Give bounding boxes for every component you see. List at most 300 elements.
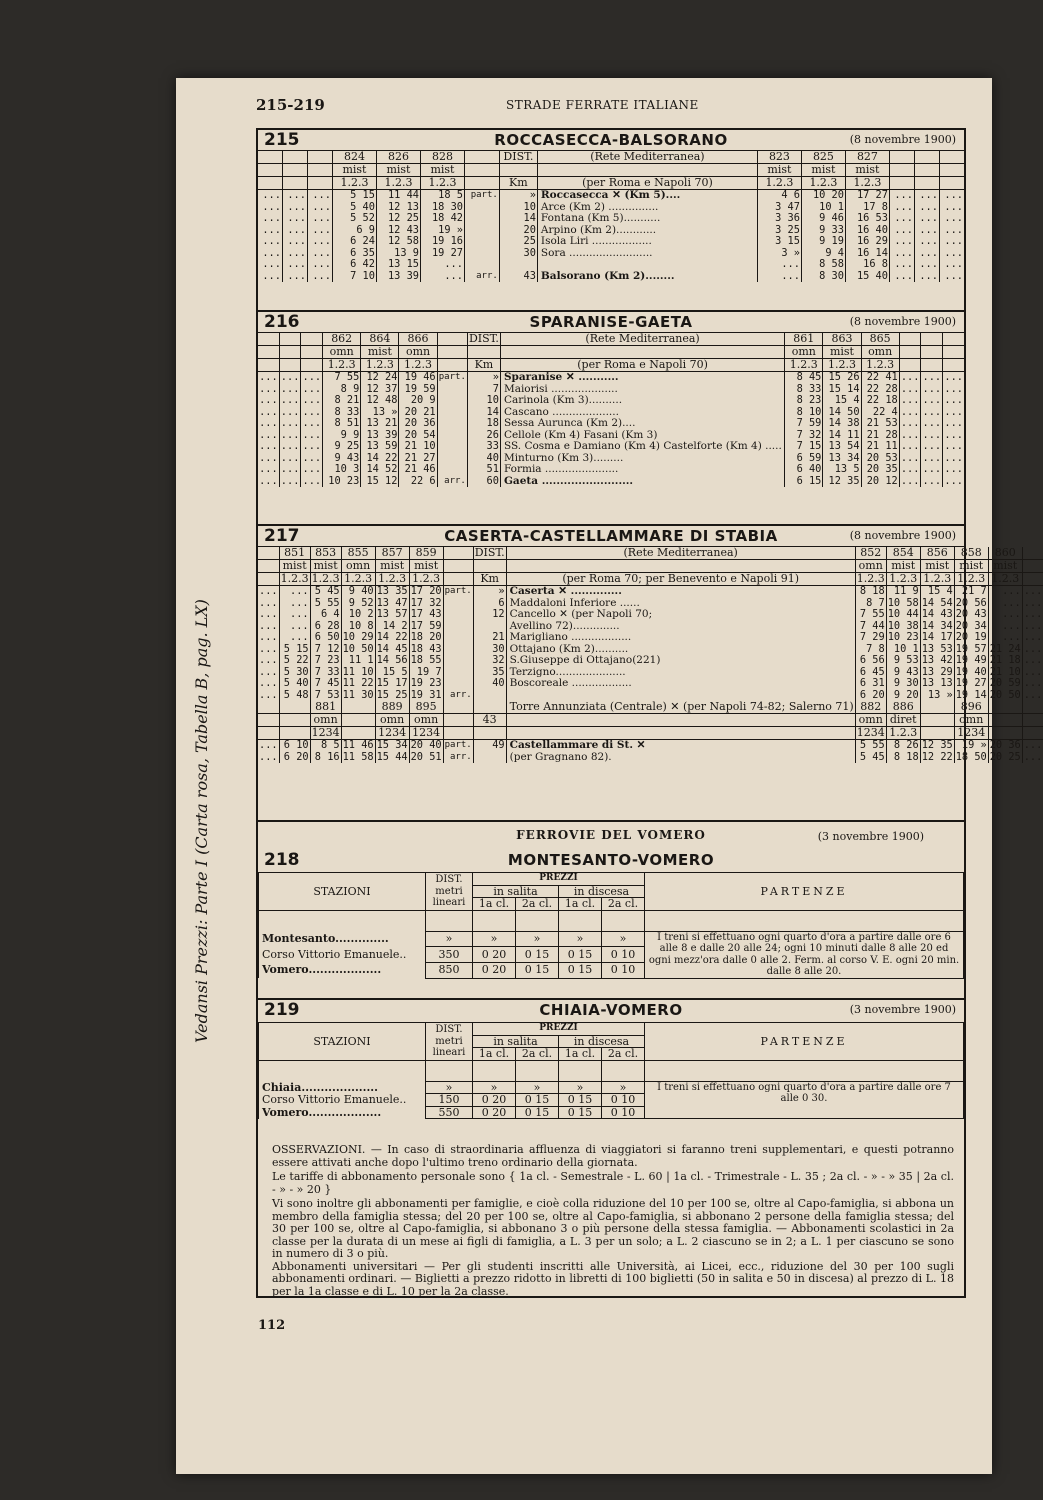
empty-cell	[939, 164, 964, 177]
empty-cell: ...	[1023, 677, 1043, 689]
side-text: Vedansi Prezzi: Parte I (Carta rosa, Tabella B, pag. LX)	[192, 599, 211, 1043]
train-header	[920, 701, 954, 714]
empty-cell: ...	[889, 259, 914, 271]
empty-cell: ...	[280, 371, 300, 383]
station-name: Fontana (Km 5)...........	[537, 213, 757, 225]
time-cell: 9 25	[323, 441, 361, 453]
train-header: 1.2.3	[988, 573, 1022, 586]
time-cell: 13 47	[376, 596, 408, 609]
empty-cell: ...	[1023, 585, 1043, 597]
time-cell: 7 53	[310, 690, 341, 702]
station-name: Arce (Km 2) ...............	[537, 202, 757, 214]
time-cell: 21 53	[861, 418, 899, 430]
time-cell: 15 25	[376, 688, 408, 701]
timetable-frame	[256, 128, 1043, 1298]
time-cell: 9 43	[886, 667, 920, 679]
direction-cell	[437, 453, 467, 465]
train-header: 1234	[856, 726, 885, 739]
train-header: 866	[399, 333, 437, 346]
dist-cell: 350	[426, 947, 473, 963]
empty-cell	[258, 164, 282, 177]
time-cell: 15 14	[823, 384, 861, 396]
time-cell: 10 1	[886, 644, 920, 656]
time-cell: 14 50	[823, 407, 861, 419]
station-name: Cellole (Km 4) Fasani (Km 3)	[500, 430, 784, 442]
train-header: mist	[375, 560, 409, 573]
price-cell: 0 15	[516, 1094, 559, 1107]
empty-cell: ...	[259, 474, 278, 487]
time-cell: 13 »	[920, 690, 954, 702]
time-cell: 10 38	[887, 619, 919, 632]
partenze-text: I treni si effettuano ogni quarto d'ora a partire dalle ore 7 alle 0 30.	[645, 1081, 964, 1119]
time-cell: 20 53	[861, 453, 899, 465]
station-name: SS. Cosma e Damiano (Km 4) Castelforte (Km 4) .....	[500, 441, 784, 453]
empty-cell: ...	[900, 382, 920, 395]
km-cell: 14	[467, 407, 500, 419]
train-header	[341, 714, 375, 727]
section-title: CASERTA-CASTELLAMMARE DI STABIA	[444, 527, 778, 545]
km-cell: 51	[467, 464, 500, 476]
time-cell: 20 50	[989, 688, 1021, 701]
time-cell: 5 22	[279, 655, 310, 667]
km-cell: 7	[467, 384, 500, 396]
time-cell: 18 30	[420, 202, 464, 214]
train-header: mist	[409, 560, 443, 573]
empty-cell: ...	[302, 474, 322, 487]
empty-cell	[1022, 560, 1043, 573]
time-cell: 11 9	[886, 586, 920, 598]
empty-cell: ...	[1023, 654, 1043, 666]
empty-cell	[279, 701, 310, 714]
table-row	[258, 586, 1043, 598]
km-cell: »	[467, 372, 500, 384]
time-cell: 16 40	[845, 225, 889, 237]
empty-cell: ...	[307, 259, 332, 271]
direction-cell: part.	[438, 372, 466, 382]
time-cell: 19 »	[420, 225, 464, 237]
section-title: ROCCASECCA-BALSORANO	[494, 131, 728, 149]
salita-header: in salita	[473, 885, 559, 898]
class-header: 1a cl.	[473, 898, 516, 911]
price-cell: 0 15	[516, 947, 559, 963]
station-header: (per Roma e Napoli 70)	[500, 359, 784, 372]
station-name: Sora .........................	[537, 248, 757, 260]
time-cell: 8 33	[323, 407, 361, 419]
header-row	[258, 346, 964, 359]
header-row	[258, 547, 1043, 560]
direction-cell: arr.	[443, 690, 473, 702]
empty-cell: ...	[280, 451, 300, 464]
train-header: 1.2.3	[886, 727, 920, 740]
empty-cell	[258, 560, 279, 573]
train-header: 895	[409, 701, 443, 714]
time-cell: 9 19	[801, 236, 845, 248]
time-cell: ...	[988, 632, 1022, 644]
time-cell: 11 22	[342, 677, 374, 689]
empty-cell: ...	[259, 371, 278, 383]
train-header: omn	[861, 346, 899, 359]
empty-cell: ...	[302, 440, 322, 452]
train-header: 881	[310, 701, 341, 714]
time-cell: 12 25	[376, 213, 420, 225]
time-cell: 4 6	[757, 190, 801, 202]
table-row	[258, 372, 964, 384]
table-row	[258, 271, 964, 283]
empty-cell: ...	[914, 259, 939, 271]
station-name: Terzigno.....................	[506, 667, 855, 679]
empty-cell: ...	[259, 417, 278, 429]
time-cell: 19 57	[955, 642, 987, 655]
time-cell: 12 24	[361, 372, 399, 384]
train-header: mist	[823, 346, 861, 359]
section-217	[258, 524, 1043, 763]
train-header: mist	[845, 164, 889, 177]
station-name: Torre Annunziata (Centrale) ✕ (per Napoli 74-82; Salerno 71)	[506, 701, 855, 714]
empty-cell: ...	[282, 213, 307, 225]
line-header	[258, 1000, 964, 1022]
empty-cell	[258, 727, 279, 740]
time-cell: 14 52	[361, 464, 399, 476]
class-header: 2a cl.	[516, 898, 559, 911]
prezzi-header: PREZZI	[473, 1023, 645, 1036]
stazioni-header: STAZIONI	[259, 873, 426, 911]
empty-cell: ...	[259, 405, 278, 418]
empty-cell: ...	[262, 200, 281, 213]
time-cell: ...	[279, 586, 310, 598]
empty-cell	[258, 151, 282, 164]
train-header: 1234	[375, 727, 409, 740]
header-row	[258, 701, 1043, 714]
train-header: 852	[855, 547, 886, 560]
direction-cell: arr.	[464, 271, 499, 283]
section-number: 216	[264, 312, 300, 332]
train-header: 1.2.3	[954, 573, 988, 586]
empty-cell: ...	[900, 428, 920, 441]
time-cell: 13 5	[823, 464, 861, 476]
price-cell: 0 15	[559, 1094, 602, 1107]
line-title: MONTESANTO-VOMERO	[507, 851, 715, 869]
section-header	[258, 526, 964, 547]
direction-cell	[437, 441, 467, 453]
time-cell: 16 29	[845, 236, 889, 248]
direction-cell	[437, 407, 467, 419]
empty-cell	[258, 701, 279, 714]
time-cell: 7 12	[310, 644, 341, 656]
time-cell: 19 31	[410, 688, 442, 701]
train-header: omn	[785, 346, 823, 359]
train-header: 1234	[954, 727, 988, 740]
direction-cell	[437, 430, 467, 442]
time-cell: 9 43	[323, 453, 361, 465]
price-cell: »	[559, 1081, 602, 1094]
empty-cell: ...	[280, 417, 300, 429]
time-cell: 13 13	[921, 677, 953, 689]
empty-cell: ...	[302, 428, 322, 441]
obs-p4: Abbonamenti universitari — Per gli studenti inscritti alle Università, ai Licei, ecc., riduzione del 30 per 100 sugli abbonamenti ordinari. — Biglietti a prezzo ridotto in libretti di 100 biglietti (50 in salita e 50 in discesa) al prezzo di L. 18 per la 1a classe e di L. 10 per la 2a classe.	[272, 1259, 954, 1298]
empty-cell	[899, 346, 921, 359]
empty-cell: ...	[282, 259, 307, 271]
km-cell: 30	[499, 248, 537, 260]
time-cell: 14 17	[921, 631, 953, 643]
side-note	[192, 416, 222, 1226]
train-header: mist	[279, 560, 310, 573]
empty-cell: ...	[939, 190, 964, 202]
train-header: 858	[954, 547, 988, 560]
arr-header	[437, 333, 467, 346]
section-216	[258, 310, 964, 487]
class-header: 1a cl.	[559, 1048, 602, 1061]
time-cell: 7 59	[785, 418, 823, 430]
train-header: 1.2.3	[801, 177, 845, 190]
direction-cell	[437, 418, 467, 430]
empty-cell: ...	[302, 417, 322, 429]
time-cell: 9 4	[801, 248, 845, 260]
time-cell: 5 45	[310, 586, 341, 598]
direction-cell: part.	[444, 586, 472, 596]
empty-cell: ...	[259, 631, 278, 643]
direction-cell	[443, 644, 473, 656]
time-cell: 20 43	[955, 608, 987, 620]
train-header: diret	[886, 714, 920, 727]
obs-p1: OSSERVAZIONI. — In caso di straordinaria affluenza di viaggiatori si faranno treni supplementari, e questi potranno essere attivati anche dopo l'ultimo treno ordinario della giornata.	[272, 1143, 954, 1169]
time-cell: 18 5	[420, 190, 464, 202]
empty-cell: ...	[1023, 665, 1043, 678]
train-header: 889	[375, 701, 409, 714]
train-header: 825	[801, 151, 845, 164]
time-cell: 17 43	[410, 608, 442, 620]
stazioni-header: STAZIONI	[259, 1023, 426, 1061]
empty-cell	[889, 151, 914, 164]
station-name	[506, 727, 855, 740]
empty-cell: ...	[302, 463, 322, 475]
station-name: Gaeta .........................	[500, 476, 784, 488]
station-name: Chiaia....................	[259, 1081, 426, 1094]
time-cell: 22 6	[399, 476, 437, 488]
empty-cell: ...	[259, 394, 278, 406]
train-header: 826	[376, 151, 420, 164]
time-cell: 20 34	[955, 619, 987, 632]
empty-cell: ...	[900, 394, 920, 406]
empty-cell: ...	[262, 269, 281, 282]
train-header: mist	[376, 164, 420, 177]
time-cell: 5 40	[332, 202, 376, 214]
station-name: Formia ......................	[500, 464, 784, 476]
train-header: mist	[361, 346, 399, 359]
time-cell: 11 30	[342, 688, 374, 701]
station-name: Caserta ✕ ..............	[506, 586, 855, 598]
train-header: 823	[757, 151, 801, 164]
km-cell	[473, 690, 506, 702]
empty-cell	[943, 333, 964, 346]
empty-cell: ...	[922, 451, 942, 464]
direction-cell	[437, 464, 467, 476]
direction-cell	[464, 259, 499, 271]
station-name: Arpino (Km 2)............	[537, 225, 757, 237]
train-header: 859	[409, 547, 443, 560]
section-date: (8 novembre 1900)	[849, 133, 956, 146]
time-cell: 19 40	[955, 665, 987, 678]
empty-cell: ...	[889, 190, 914, 202]
empty-cell: ...	[922, 463, 942, 475]
station-name: Sparanise ✕ ...........	[500, 372, 784, 384]
time-cell: 8 21	[323, 395, 361, 407]
table-row	[258, 632, 1043, 644]
observations	[272, 1144, 954, 1298]
train-header: 1.2.3	[332, 177, 376, 190]
section-number: 217	[264, 526, 300, 546]
km-cell: 10	[467, 395, 500, 407]
km-header: DIST.	[468, 332, 499, 345]
empty-cell	[258, 714, 279, 727]
time-cell: 12 22	[921, 750, 953, 763]
time-cell: 14 38	[823, 418, 861, 430]
empty-cell: ...	[939, 202, 964, 214]
time-cell: 16 53	[845, 213, 889, 225]
time-cell: 10 8	[341, 621, 375, 633]
empty-cell	[988, 701, 1022, 714]
table-row	[258, 236, 964, 248]
timetable	[258, 151, 964, 282]
time-cell: ...	[988, 609, 1022, 621]
km-cell: 12	[473, 609, 506, 621]
spacer-cell	[602, 910, 645, 931]
empty-cell: ...	[900, 371, 920, 383]
fare-header-row	[259, 1023, 964, 1036]
time-cell: 10 29	[342, 631, 374, 643]
line-date: (3 novembre 1900)	[849, 1003, 956, 1016]
empty-cell: ...	[939, 236, 964, 248]
section-header	[258, 130, 964, 151]
price-cell: 0 20	[473, 1094, 516, 1107]
km-cell: 49	[473, 740, 506, 752]
price-cell: 0 15	[559, 947, 602, 963]
arr-header	[443, 547, 473, 560]
time-cell: 18 55	[410, 654, 442, 666]
empty-cell: ...	[280, 405, 300, 418]
empty-cell	[279, 346, 301, 359]
dist-cell: »	[426, 1081, 473, 1094]
empty-cell: ...	[307, 213, 332, 225]
station-name: Roccasecca ✕ (Km 5)....	[537, 190, 757, 202]
time-cell: 21 46	[399, 464, 437, 476]
empty-cell: ...	[922, 394, 942, 406]
header-row	[258, 714, 1043, 727]
train-header: 1.2.3	[845, 177, 889, 190]
train-header: omn	[409, 714, 443, 727]
station-name: Montesanto..............	[259, 931, 426, 947]
empty-cell	[899, 333, 921, 346]
fare-header-row	[259, 873, 964, 886]
train-header: 824	[332, 151, 376, 164]
table-row	[258, 678, 1043, 690]
empty-cell: ...	[939, 248, 964, 260]
train-header: 854	[886, 547, 920, 560]
section-title: SPARANISE-GAETA	[529, 313, 693, 331]
time-cell: 9 30	[886, 678, 920, 690]
train-header: 1234	[409, 727, 443, 740]
empty-cell: ...	[262, 189, 281, 201]
train-header: 827	[845, 151, 889, 164]
time-cell: 5 55	[855, 740, 886, 752]
time-cell: 13 »	[361, 407, 399, 419]
empty-cell: ...	[922, 474, 942, 487]
spacer-cell	[516, 1060, 559, 1081]
time-cell: 8 33	[785, 384, 823, 396]
empty-cell	[307, 151, 332, 164]
time-cell: 19 23	[410, 677, 442, 689]
time-cell: 14 22	[376, 631, 408, 643]
km-cell: 25	[499, 236, 537, 248]
station-name: Balsorano (Km 2)........	[537, 271, 757, 283]
train-header: mist	[420, 164, 464, 177]
empty-cell: ...	[259, 451, 278, 464]
km-cell: 21	[473, 632, 506, 644]
train-header: omn	[375, 714, 409, 727]
header-row	[258, 560, 1043, 573]
empty-cell: ...	[889, 271, 914, 283]
time-cell: 13 42	[921, 654, 953, 666]
price-cell: 0 20	[473, 962, 516, 978]
arr-header	[443, 727, 473, 740]
empty-cell	[258, 547, 279, 560]
train-header: mist	[801, 164, 845, 177]
station-name: Carinola (Km 3)..........	[500, 395, 784, 407]
time-cell: 21 7	[954, 586, 988, 598]
time-cell: 8 9	[323, 384, 361, 396]
time-cell: 19 7	[409, 667, 443, 679]
price-cell: 0 15	[516, 962, 559, 978]
empty-cell: ...	[259, 665, 278, 678]
km-cell: 40	[467, 453, 500, 465]
train-header: mist	[310, 560, 341, 573]
train-header: 864	[361, 333, 399, 346]
empty-cell: ...	[944, 428, 963, 441]
time-cell: 19 27	[955, 677, 987, 689]
train-header: 865	[861, 333, 899, 346]
empty-cell	[943, 346, 964, 359]
time-cell: 20 25	[989, 750, 1021, 763]
empty-cell: ...	[1023, 619, 1043, 632]
empty-cell: ...	[307, 225, 332, 237]
train-header: 863	[823, 333, 861, 346]
class-header: 2a cl.	[602, 898, 645, 911]
time-cell: 6 42	[332, 259, 376, 271]
arr-header	[464, 164, 499, 177]
empty-cell: ...	[944, 382, 963, 395]
time-cell: 8 26	[886, 740, 920, 752]
time-cell: 11 44	[376, 190, 420, 202]
empty-cell	[943, 359, 964, 372]
line-218	[258, 850, 964, 1000]
empty-cell: ...	[307, 271, 332, 283]
time-cell: ...	[279, 609, 310, 621]
km-header: DIST.	[474, 546, 505, 559]
train-header: 851	[279, 547, 310, 560]
train-header: mist	[886, 560, 920, 573]
direction-cell	[443, 598, 473, 610]
empty-cell: ...	[944, 394, 963, 406]
km-cell: 20	[499, 225, 537, 237]
train-header: 828	[420, 151, 464, 164]
empty-cell: ...	[922, 405, 942, 418]
train-header: mist	[332, 164, 376, 177]
empty-cell: ...	[262, 258, 281, 270]
km-cell: 60	[467, 476, 500, 488]
time-cell: 10 58	[887, 596, 919, 609]
header-row	[258, 359, 964, 372]
time-cell: 11 1	[341, 655, 375, 667]
empty-cell	[939, 151, 964, 164]
